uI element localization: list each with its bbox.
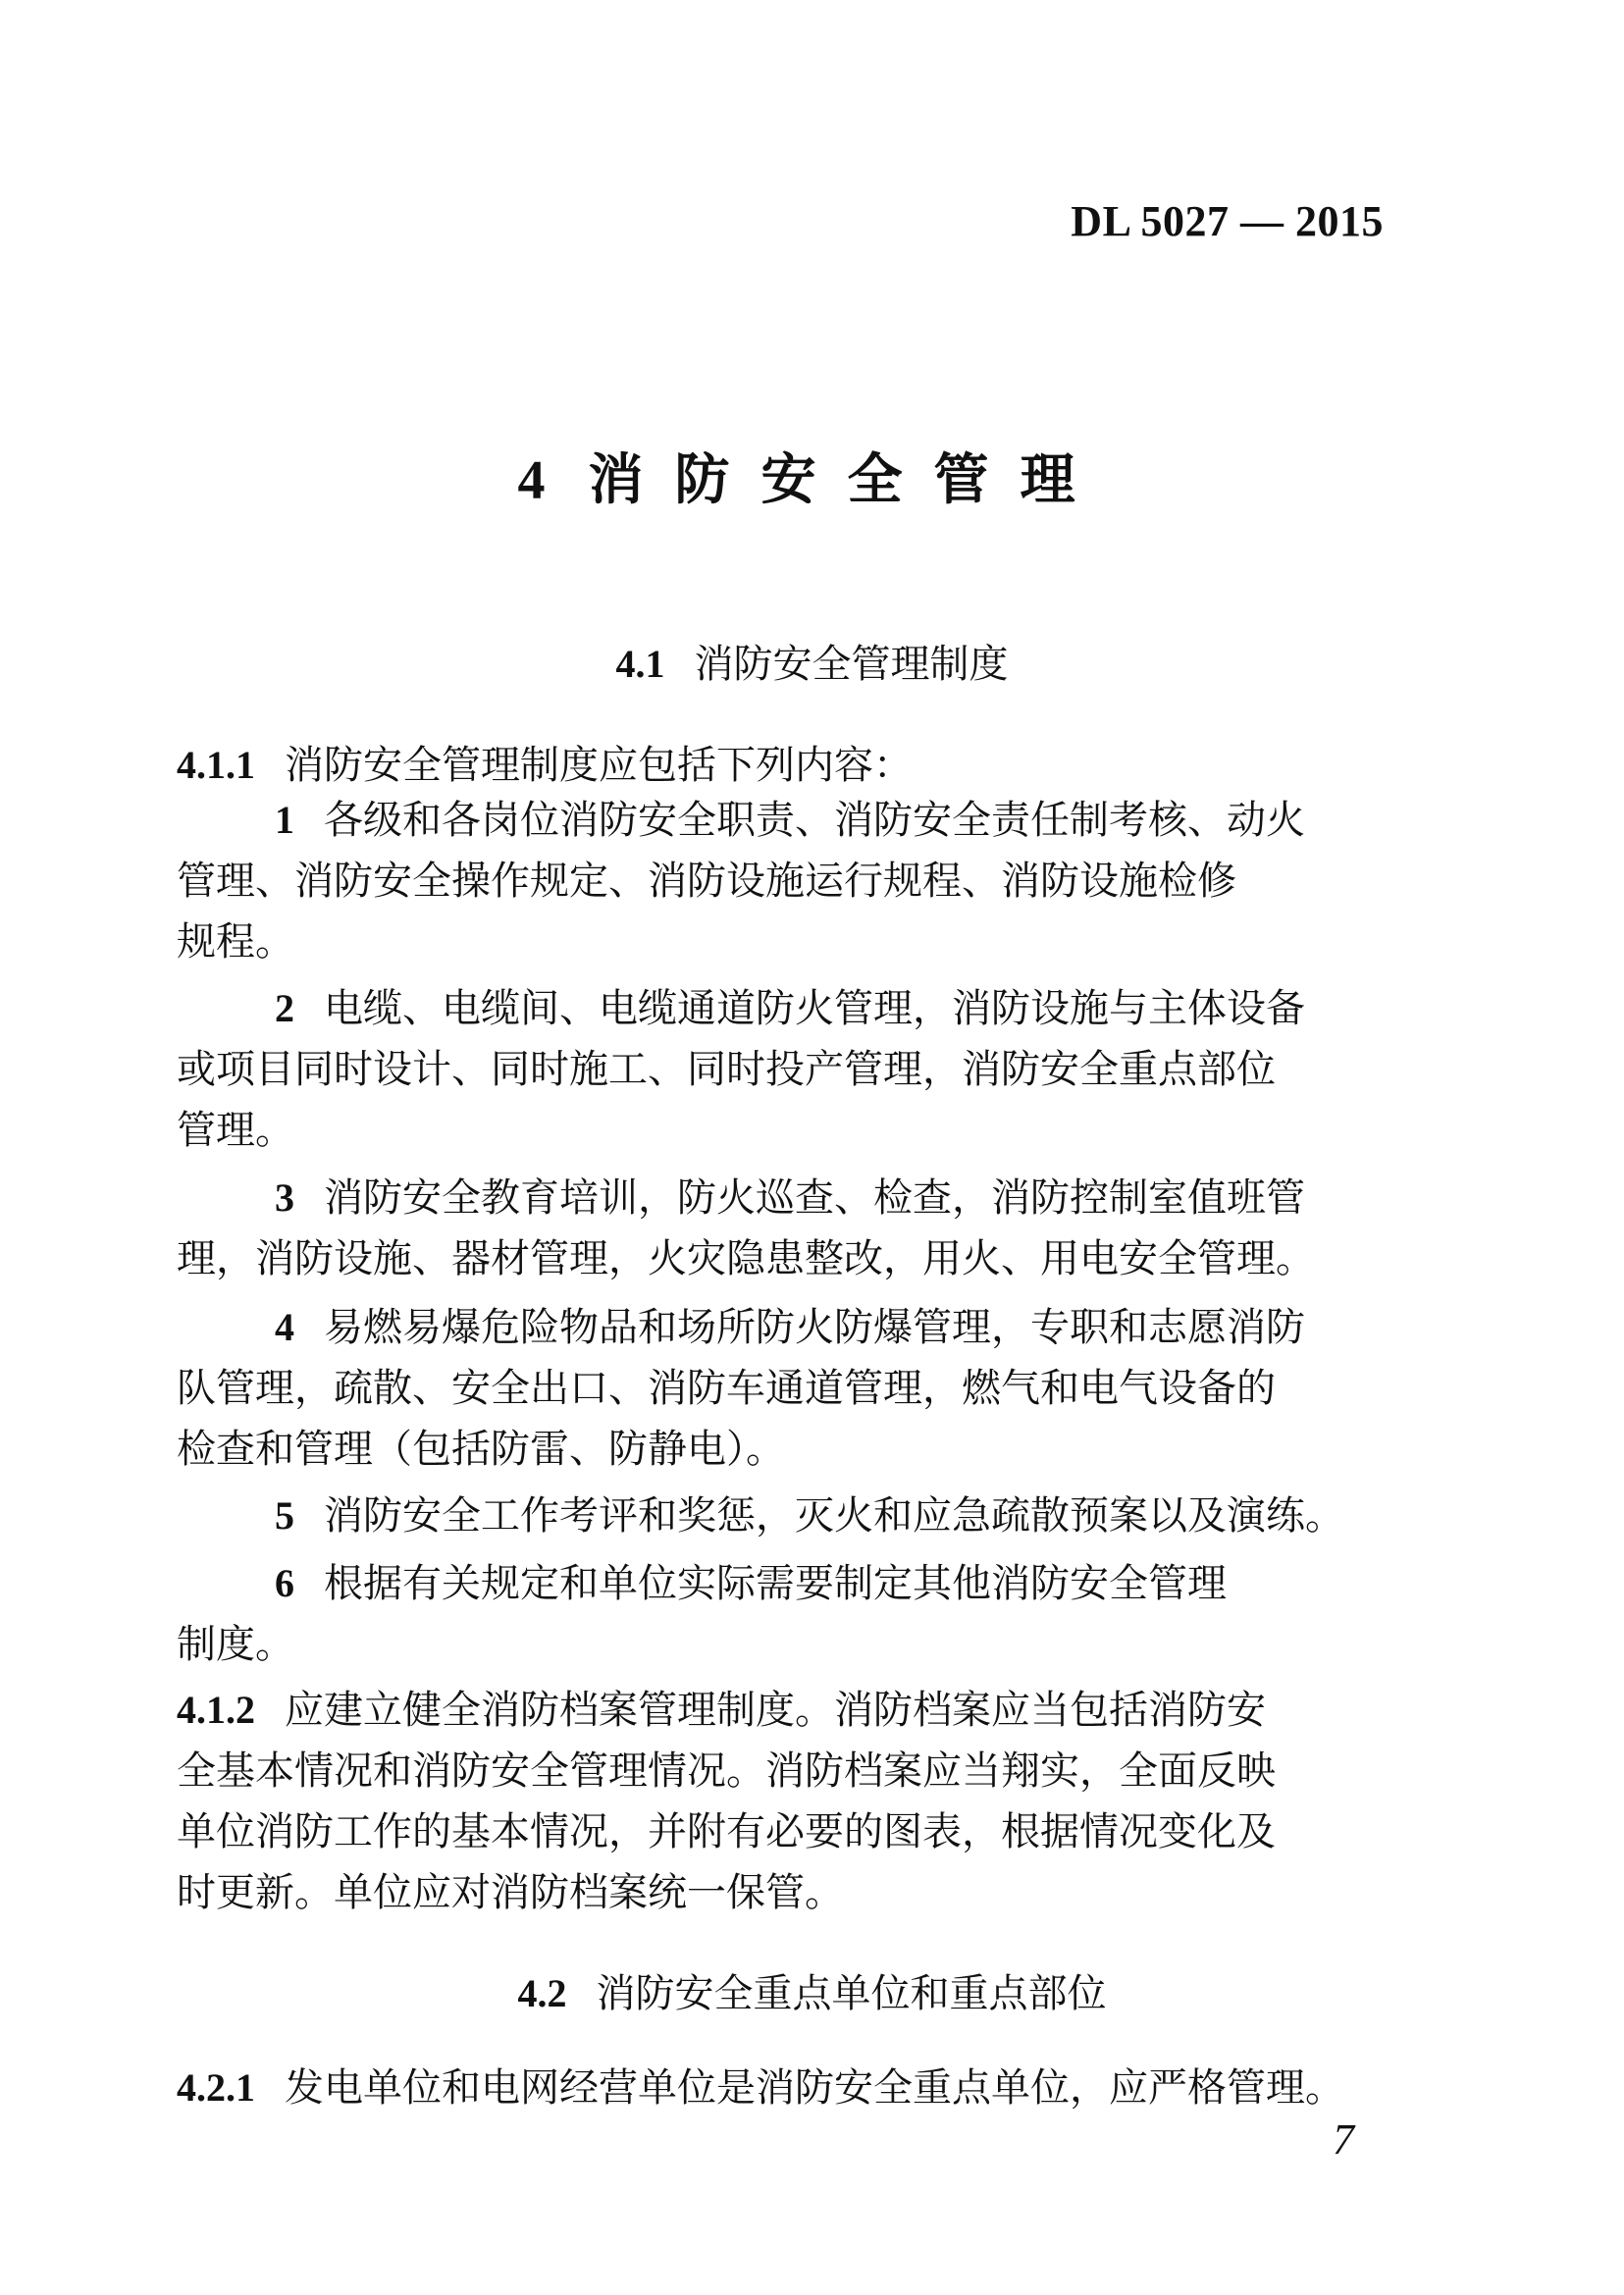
clause-4-1-2 — [177, 1683, 1369, 1738]
item-number: 1 — [275, 798, 294, 842]
item-text: 消防安全工作考评和奖惩，灭火和应急疏散预案以及演练。 — [324, 1493, 1344, 1539]
list-item-6 — [275, 1556, 1369, 1611]
list-item-6-line-2: 制度。 — [177, 1622, 294, 1667]
item-text: 各级和各岗位消防安全职责、消防安全责任制考核、动火 — [324, 798, 1305, 843]
section-heading-4-1 — [0, 633, 1624, 689]
section-title: 消防安全重点单位和重点部位 — [596, 1971, 1107, 2016]
list-item-4 — [275, 1300, 1369, 1355]
list-item-1-line-2: 管理、消防安全操作规定、消防设施运行规程、消防设施检修 — [177, 859, 1236, 904]
clause-4-1-2-line-3: 单位消防工作的基本情况，并附有必要的图表，根据情况变化及 — [177, 1809, 1276, 1854]
page-number: 7 — [1333, 2115, 1354, 2164]
list-item-3-line-2: 理，消防设施、器材管理，火灾隐患整改，用火、用电安全管理。 — [177, 1236, 1315, 1281]
clause-text: 消防安全管理制度应包括下列内容： — [285, 743, 913, 788]
list-item-2-line-2: 或项目同时设计、同时施工、同时投产管理，消防安全重点部位 — [177, 1047, 1276, 1092]
clause-number: 4.2.1 — [177, 2065, 255, 2110]
clause-4-1-1 — [177, 738, 1369, 793]
clause-number: 4.1.2 — [177, 1688, 255, 1732]
item-text: 根据有关规定和单位实际需要制定其他消防安全管理 — [324, 1561, 1227, 1606]
item-number: 6 — [275, 1561, 294, 1605]
list-item-2 — [275, 981, 1369, 1036]
item-text: 易燃易爆危险物品和场所防火防爆管理，专职和志愿消防 — [324, 1305, 1305, 1350]
section-title: 消防安全管理制度 — [694, 642, 1009, 687]
standard-code: DL 5027 — 2015 — [1071, 197, 1384, 245]
item-number: 3 — [275, 1175, 294, 1220]
list-item-5 — [275, 1488, 1369, 1543]
chapter-number: 4 — [517, 450, 546, 511]
chapter-heading — [0, 437, 1624, 515]
clause-4-2-1 — [177, 2060, 1369, 2115]
clause-4-1-2-line-2: 全基本情况和消防安全管理情况。消防档案应当翔实，全面反映 — [177, 1748, 1276, 1794]
item-number: 2 — [275, 986, 294, 1030]
clause-4-1-2-line-4: 时更新。单位应对消防档案统一保管。 — [177, 1870, 844, 1915]
clause-text: 应建立健全消防档案管理制度。消防档案应当包括消防安 — [285, 1688, 1266, 1733]
item-number: 5 — [275, 1493, 294, 1538]
list-item-1 — [275, 793, 1369, 848]
clause-number: 4.1.1 — [177, 743, 255, 787]
section-heading-4-2 — [0, 1962, 1624, 2018]
section-number: 4.1 — [615, 642, 665, 686]
item-number: 4 — [275, 1305, 294, 1349]
item-text: 电缆、电缆间、电缆通道防火管理，消防设施与主体设备 — [324, 986, 1305, 1031]
list-item-1-line-3: 规程。 — [177, 919, 294, 965]
list-item-4-line-3: 检查和管理（包括防雷、防静电）。 — [177, 1427, 785, 1472]
item-text: 消防安全教育培训，防火巡查、检查，消防控制室值班管 — [324, 1175, 1305, 1221]
chapter-title: 消防安全管理 — [588, 448, 1107, 512]
list-item-2-line-3: 管理。 — [177, 1108, 294, 1153]
list-item-3 — [275, 1171, 1369, 1226]
section-number: 4.2 — [517, 1971, 567, 2015]
list-item-4-line-2: 队管理，疏散、安全出口、消防车通道管理，燃气和电气设备的 — [177, 1366, 1276, 1411]
clause-text: 发电单位和电网经营单位是消防安全重点单位，应严格管理。 — [285, 2065, 1344, 2111]
